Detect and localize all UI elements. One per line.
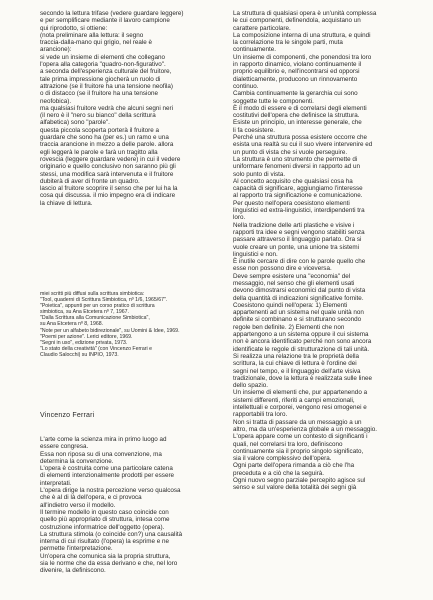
text-line: continuamente sia il proprio singolo significato, xyxy=(233,447,364,455)
text-line: Nella tradizione delle arti plastiche e visive i xyxy=(233,221,355,229)
text-line: essere congresa. xyxy=(40,443,89,451)
text-line: secondo la lettura trifase (vedere guardare leggere) xyxy=(40,10,184,17)
text-line: determina la convenzione. xyxy=(40,457,114,465)
text-line: L'opera appare come un contesto di significanti i xyxy=(233,433,368,441)
text-line: stessi, una modifica sarà intervenuta e il fruitore xyxy=(40,170,174,178)
text-line: segni nel tempo, e il linguaggio dell'arte visiva xyxy=(233,367,361,375)
text-line: Coesistono quindi nell'opera: 1) Elementi xyxy=(233,301,348,309)
text-line: l'opera alla categoria "quadro-non-figurativo". xyxy=(40,61,166,69)
text-line: carattere particolare. xyxy=(233,24,291,32)
text-line: continuamente. xyxy=(233,46,277,54)
text-line: interna di cui risultato (l'opera) la esprime e ne xyxy=(40,538,169,546)
text-line: L'arte come la scienza mira in primo luogo ad xyxy=(40,436,167,443)
text-line: costitutivi dell'opera che definisce la struttura. xyxy=(233,112,360,120)
text-line: in rapporto dinamico, violano continuamente il xyxy=(233,61,362,69)
author-name: Vincenzo Ferrari xyxy=(40,412,95,419)
text-line: dialetticamente, producono un rinnovamento xyxy=(233,75,358,83)
text-line: permette l'interpretazione. xyxy=(40,545,113,553)
text-line: si vede un insieme di elementi che collegano xyxy=(40,53,165,61)
text-line: quali, nel correlarsi tra loro, definiscono xyxy=(233,440,343,448)
left-column-top-text xyxy=(40,10,220,207)
text-line: passare attraverso il linguaggio parlato. Ora si xyxy=(233,236,362,244)
text-line: altro, ma da un'esperienza globale a un messaggio. xyxy=(233,425,378,433)
text-line: È inutile cercare di dire con le parole quello che xyxy=(233,258,366,266)
text-line: appartengono a un sistema oppure il cui sistema xyxy=(233,331,369,339)
text-line: egli leggerà le parole e farà un tragitto alla xyxy=(40,148,158,156)
text-line: interpretati. xyxy=(40,479,72,487)
reference-line: miei scritti più diffusi sulla scrittura simbiotica: xyxy=(40,291,145,297)
text-line: preceduta e a ciò che la seguirà. xyxy=(233,469,325,477)
text-line: la correlazione tra le singole parti, muta xyxy=(233,39,343,47)
references-list xyxy=(40,291,220,358)
text-line: le cui componenti, definendola, acquistano un xyxy=(233,17,361,25)
text-line: La struttura è uno strumento che permette di xyxy=(233,155,358,163)
text-line: la chiave di lettura. xyxy=(40,199,93,207)
text-line: Si realizza una relazione tra le proprietà della xyxy=(233,352,360,360)
text-line: proprio equilibrio e, nell'incontrarsi ed opporsi xyxy=(233,68,360,76)
text-line: li fa coesistere. xyxy=(233,126,275,134)
text-line: originario e quello conclusivo non saranno più gli xyxy=(40,163,176,171)
reference-line: "Poemi per azione". Lerici editore, 1969. xyxy=(40,333,133,340)
text-line: Non si tratta di passare da un messaggio a un xyxy=(233,418,362,426)
text-line: divenire, la definiscono. xyxy=(40,567,106,575)
text-line: attrazione (se il fruitore ha una tensione neofila) xyxy=(40,82,174,90)
text-line: Ogni parte dell'opera rimanda a ciò che l'ha xyxy=(233,462,355,470)
text-line: (nota preliminare alla lettura: il segno xyxy=(40,31,144,39)
text-line: intellettuali e corporei, vengono resi omogenei e xyxy=(233,404,367,412)
text-line: un punto di vista che si vuole perseguire. xyxy=(233,148,348,156)
text-line: Esiste un principio, un interesse generale, che xyxy=(233,119,362,127)
reference-line: "Tool, quaderni di Scrittura Simbiotica, nº 1/6, 1965/67". xyxy=(40,297,168,304)
text-line: che è al di là dell'opera, e ci provoca xyxy=(40,494,142,502)
text-line: Per questo nell'opera coesistono elementi xyxy=(233,199,350,207)
text-line: rapportabili tra loro. xyxy=(233,411,288,419)
reference-line: "Lo stato della creatività" (con Vincenzo Ferrari e xyxy=(40,345,153,352)
text-line: tale prima impressione giocherà un ruolo di xyxy=(40,75,161,83)
text-line: soggette tutte le componenti. xyxy=(233,97,314,105)
text-line: La struttura stimola (o coincide con?) una causalità xyxy=(40,530,183,538)
text-line: linguistici e non. xyxy=(233,250,278,258)
text-line: uniformare fenomeni diversi in rapporto ad un xyxy=(233,163,361,171)
text-line: lascio al fruitore scoprire il senso che per lui ha la xyxy=(40,185,178,193)
reference-line: Claudio Salocchi) su INPIO, 1973. xyxy=(40,351,119,358)
text-line: L'opera è costruita come una particolare catena xyxy=(40,465,173,473)
text-line: esista una realtà su cui il suo vivere intervenire ed xyxy=(233,141,373,149)
text-line: neofobica). xyxy=(40,97,72,105)
text-line: Cambia continuamente la gerarchia cui sono xyxy=(233,90,358,98)
text-line: sia il valore complessivo dell'opera. xyxy=(233,455,332,463)
text-line: linguistici ed extra-linguistici, interdipendenti tra xyxy=(233,207,365,215)
text-line: scrittura, la cui chiave di lettura è l'ordine dei xyxy=(233,360,357,368)
text-line: tradizionale, dove la lettura è realizzata sulle linee xyxy=(233,374,372,382)
text-line: (il nero è il "nero su bianco" della scrittura xyxy=(40,112,156,120)
text-line: La struttura di qualsiasi opera è un'unità complessa xyxy=(233,10,377,17)
reference-line: "Dalla Scrittura alla Comunicazione Simbiotica", xyxy=(40,315,150,322)
text-line: identificate le regole di strutturazione di tali unità. xyxy=(233,345,370,353)
text-line: Perché una struttura possa esistere occorre che xyxy=(233,134,368,142)
text-line: a seconda dell'esperienza culturale del fruitore, xyxy=(40,68,172,76)
text-line: dubiterà di aver di fronte un quadro. xyxy=(40,177,140,185)
text-line: solo punto di vista. xyxy=(233,170,286,178)
text-line: capacità di significare, aggiungiamo l'interesse xyxy=(233,185,363,193)
reference-line: "Poietica", appunti per un corso pratico di scrittura xyxy=(40,303,155,310)
text-line: traccia arancione in mezzo a delle parole. allora xyxy=(40,141,174,149)
text-line: regole ben definite. 2) Elementi che non xyxy=(233,323,345,331)
text-line: continuo. xyxy=(233,82,259,90)
text-line: sia le norme che da essa derivano e che, nel loro xyxy=(40,560,178,568)
text-line: o di distacco (se il fruitore ha una tensione xyxy=(40,90,158,98)
text-line: La composizione interna di una struttura, e quindi xyxy=(233,31,371,39)
text-line: senso e sul valore della totalità dei segni già xyxy=(233,484,357,492)
text-line: traccia-dalla-mano qui grigio, nel reale è xyxy=(40,39,153,47)
text-line: appartenenti ad un sistema nel quale unità non xyxy=(233,309,364,317)
text-line: rapporti tra idee e segni vengono stabiliti senza xyxy=(233,228,365,236)
text-line: Deve sempre esistere una "economia" del xyxy=(233,272,351,280)
text-line: Un insieme di componenti, che ponendosi tra loro xyxy=(233,53,372,61)
text-line: all'indietro verso il modello. xyxy=(40,501,116,509)
text-line: qui riprodotto, si ottiene: xyxy=(40,24,108,32)
text-line: di elementi intenzionalmente prodotti per essere xyxy=(40,472,175,480)
text-line: Un'opera che comunica sia la propria struttura, xyxy=(40,552,171,560)
text-line: L'opera dirige la nostra percezione verso qualcosa xyxy=(40,487,181,495)
text-line: rovescia (leggere guardare vedere) in cui il vedere xyxy=(40,155,181,163)
text-line: vuole creare un ponte, una unione tra sistemi xyxy=(233,243,360,251)
text-line: messaggio, nel senso che gli elementi usati xyxy=(233,279,355,287)
text-line: questa piccola scoperta porterà il fruitore a xyxy=(40,126,160,134)
text-line: alfabetica) sono "parole". xyxy=(40,119,110,127)
text-line: e per semplificare mediante il lavoro campione xyxy=(40,17,170,25)
left-column-essay-text xyxy=(40,436,225,575)
text-line: definite si combinano e si strutturano secondo xyxy=(233,316,362,324)
text-line: arancione): xyxy=(40,46,72,54)
text-line: della quantità di indicazioni significative fornite. xyxy=(233,294,364,302)
right-column-essay-text xyxy=(233,10,428,492)
reference-line: "Segni in uso", edizione privata, 1973. xyxy=(40,339,128,346)
text-line: devono dimostrarsi economici dal punto di vista xyxy=(233,287,366,295)
text-line: cosa qui discussa. il mio impegno era di indicare xyxy=(40,192,176,200)
text-line: ma qualsiasi fruitore vedrà che alcuni segni neri xyxy=(40,104,174,112)
text-line: È il modo di essere e di correlarsi degli elementi xyxy=(233,104,367,112)
reference-line: simbiotica, su Ana Etcetera nº 7, 1967. xyxy=(40,309,129,316)
text-line: sistemi differenti, riferiti a campi emozionali, xyxy=(233,396,355,404)
text-line: Il termine modello in questo caso coincide con xyxy=(40,508,169,516)
reference-line: su Ana Etcetera nº 8, 1968. xyxy=(40,321,104,328)
text-line: esse non possono dire e viceversa. xyxy=(233,265,332,273)
text-line: guardare che sono ha (per es.) un ramo e una xyxy=(40,134,169,142)
text-line: quello più appropriato di struttura, intesa come xyxy=(40,516,170,524)
text-line: Essa non riposa su di una convenzione, ma xyxy=(40,450,162,458)
text-line: non è ancora identificato perché non sono ancora xyxy=(233,338,372,346)
text-line: dello spazio. xyxy=(233,382,269,390)
text-line: costruzione informatrice dell'oggetto (opera). xyxy=(40,523,165,531)
text-line: loro. xyxy=(233,214,246,222)
text-line: al rapporto tra significazione e comunicazione. xyxy=(233,192,363,200)
text-line: Un insieme di elementi che, pur appartenendo a xyxy=(233,389,368,397)
reference-line: "Note per un alfabeto bidirezionale", su Uomini & Idee, 1969. xyxy=(40,327,180,334)
text-line: Al concetto acquisito che qualsiasi cosa ha xyxy=(233,177,353,185)
text-line: Ogni nuovo segno parziale percepito agisce sul xyxy=(233,477,366,484)
